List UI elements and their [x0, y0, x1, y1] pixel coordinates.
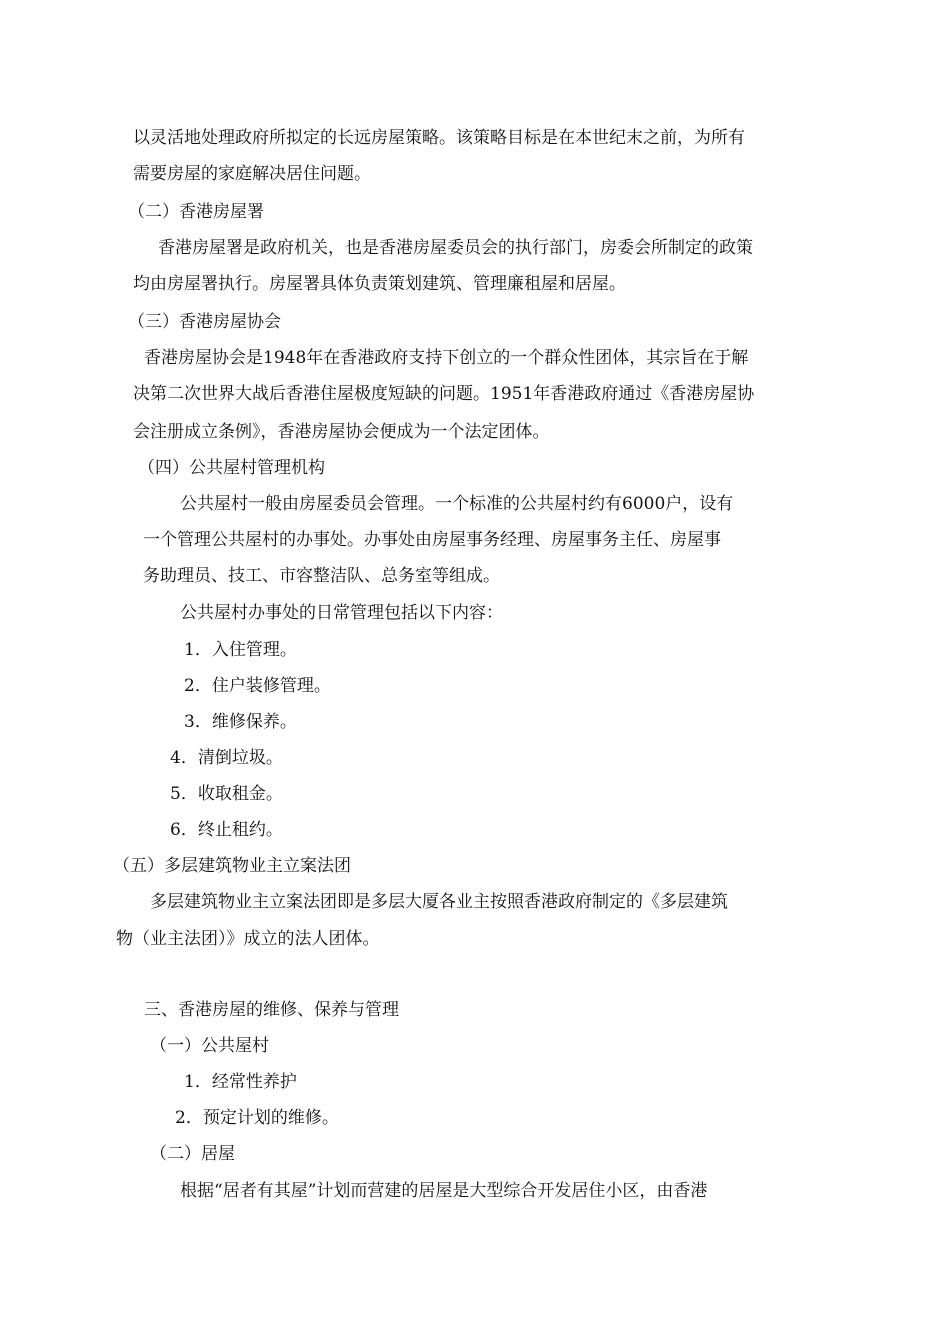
text-line: 以灵活地处理政府所拟定的长远房屋策略。该策略目标是在本世纪末之前，为所有 [133, 128, 745, 148]
list-item: 1．入住管理。 [184, 640, 297, 660]
list-item: 3．维修保养。 [184, 712, 297, 732]
list-item: 1．经常性养护 [184, 1072, 297, 1092]
list-item: 5．收取租金。 [170, 784, 283, 804]
chapter-heading: 三、香港房屋的维修、保养与管理 [144, 1000, 399, 1020]
text-line: 多层建筑物业主立案法团即是多层大厦各业主按照香港政府制定的《多层建筑 [150, 892, 728, 912]
section-heading: （一）公共屋村 [150, 1036, 269, 1056]
text-line: 会注册成立条例》，香港房屋协会便成为一个法定团体。 [133, 422, 550, 442]
section-heading: （三）香港房屋协会 [128, 312, 281, 332]
text-line: 公共屋村一般由房屋委员会管理。一个标准的公共屋村约有6000户，设有 [180, 494, 734, 514]
text-line: 根据“居者有其屋”计划而营建的居屋是大型综合开发居住小区，由香港 [180, 1181, 708, 1201]
text-line: 一个管理公共屋村的办事处。办事处由房屋事务经理、房屋事务主任、房屋事 [143, 530, 721, 550]
text-line: 香港房屋署是政府机关，也是香港房屋委员会的执行部门，房委会所制定的政策 [158, 238, 753, 258]
text-line: 物（业主法团）》成立的法人团体。 [116, 929, 380, 949]
section-heading: （二）居屋 [150, 1144, 235, 1164]
text-line: 香港房屋协会是1948年在香港政府支持下创立的一个群众性团体，其宗旨在于解 [144, 348, 749, 368]
list-item: 6．终止租约。 [170, 820, 283, 840]
text-line: 决第二次世界大战后香港住屋极度短缺的问题。1951年香港政府通过《香港房屋协 [133, 384, 755, 404]
list-item: 2．住户装修管理。 [184, 676, 331, 696]
section-heading: （四）公共屋村管理机构 [138, 458, 325, 478]
section-heading: （五）多层建筑物业主立案法团 [113, 856, 351, 876]
list-item: 4．清倒垃圾。 [170, 748, 283, 768]
section-heading: （二）香港房屋署 [128, 202, 264, 222]
text-line: 均由房屋署执行。房屋署具体负责策划建筑、管理廉租屋和居屋。 [133, 274, 626, 294]
text-line: 公共屋村办事处的日常管理包括以下内容： [180, 603, 503, 623]
list-item: 2．预定计划的维修。 [175, 1108, 339, 1128]
text-line: 务助理员、技工、市容整洁队、总务室等组成。 [143, 566, 500, 586]
text-line: 需要房屋的家庭解决居住问题。 [133, 164, 371, 184]
